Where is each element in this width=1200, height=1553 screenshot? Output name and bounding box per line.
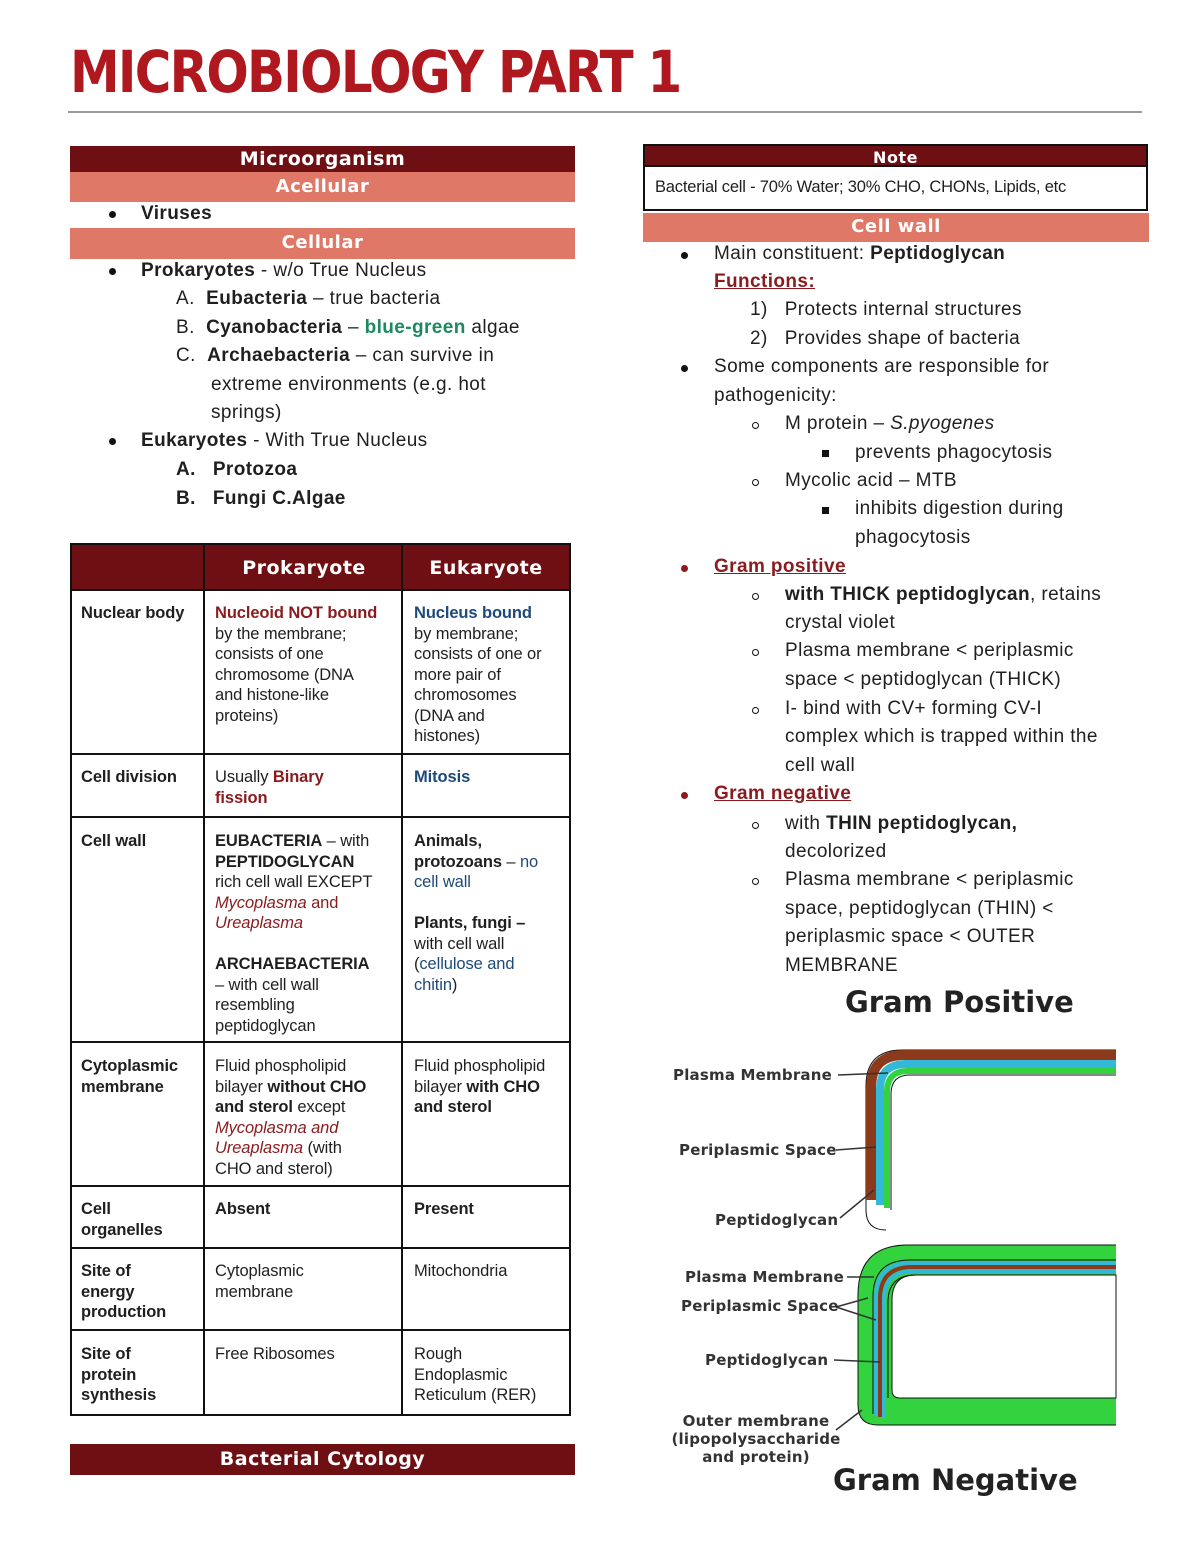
circle-bullet-icon — [752, 649, 759, 656]
square-bullet-icon — [822, 507, 829, 514]
bullet-icon — [109, 438, 116, 445]
protozoa-item: A. Protozoa — [176, 459, 298, 480]
table-divider — [72, 1185, 569, 1187]
archaebacteria-item: C. Archaebacteria – can survive in — [176, 345, 495, 366]
gram-positive-item-3-line3: cell wall — [785, 755, 856, 776]
row-label-cell-wall: Cell wall — [81, 832, 147, 850]
circle-bullet-icon — [752, 593, 759, 600]
components-item-line2: pathogenicity: — [714, 385, 837, 406]
bullet-icon — [681, 565, 688, 572]
neg-periplasmic-space-label: Periplasmic Space — [681, 1297, 839, 1315]
archaebacteria-line2: extreme environments (e.g. hot — [211, 374, 486, 395]
row-label-cytoplasmic-membrane: Cytoplasmic membrane — [81, 1057, 179, 1096]
note-text: Bacterial cell - 70% Water; 30% CHO, CHONs, Lipids, etc — [655, 178, 1067, 196]
note-box — [643, 167, 1148, 211]
neg-peptidoglycan-label: Peptidoglycan — [705, 1351, 829, 1369]
circle-bullet-icon — [752, 822, 759, 829]
cell-eukaryote-membrane: Fluid phospholipid bilayer with CHO and sterol — [414, 1057, 546, 1116]
gram-positive-item-2: Plasma membrane < periplasmic — [785, 640, 1074, 661]
eubacteria-item: A. Eubacteria – true bacteria — [176, 288, 441, 309]
gram-negative-item-2-line2: space, peptidoglycan (THIN) < — [785, 898, 1054, 919]
table-divider — [72, 753, 569, 755]
m-protein-sub: prevents phagocytosis — [855, 442, 1053, 463]
row-label-energy-production: Site of energy production — [81, 1262, 167, 1321]
cell-eukaryote-division: Mitosis — [414, 768, 471, 786]
table-divider — [72, 589, 569, 591]
cell-prokaryote-energy: Cytoplasmic membrane — [215, 1262, 304, 1301]
row-label-cell-organelles: Cell organelles — [81, 1200, 163, 1239]
row-label-cell-division: Cell division — [81, 768, 177, 786]
cell-eukaryote-protein: Rough Endoplasmic Reticulum (RER) — [414, 1345, 537, 1404]
cyanobacteria-item: B. Cyanobacteria – blue-green algae — [176, 317, 520, 338]
cell-eukaryote-organelles: Present — [414, 1200, 474, 1218]
peptidoglycan-layer — [871, 1055, 1116, 1200]
gram-negative-item-2-line4: MEMBRANE — [785, 955, 898, 976]
gram-positive-item-3: I- bind with CV+ forming CV-I — [785, 698, 1043, 719]
row-label-nuclear-body: Nuclear body — [81, 604, 185, 622]
fungi-algae-item: B. Fungi C.Algae — [176, 488, 346, 509]
m-protein-item: M protein – S.pyogenes — [785, 413, 995, 434]
pos-periplasmic-space-label: Periplasmic Space — [679, 1141, 837, 1159]
cell-eukaryote-energy: Mitochondria — [414, 1262, 508, 1280]
cell-prokaryote-division: Usually Binary fission — [215, 768, 324, 807]
prokaryote-eukaryote-table — [70, 543, 571, 1416]
functions-heading: Functions: — [714, 271, 816, 292]
table-divider — [72, 1247, 569, 1249]
gram-negative-item-1-line2: decolorized — [785, 841, 887, 862]
gram-positive-item-2-line2: space < peptidoglycan (THICK) — [785, 669, 1062, 690]
table-divider — [72, 816, 569, 818]
table-divider — [401, 545, 403, 1414]
gram-negative-item-2: Plasma membrane < periplasmic — [785, 869, 1074, 890]
circle-bullet-icon — [752, 479, 759, 486]
gram-negative-item-1: with THIN peptidoglycan, — [785, 813, 1018, 834]
gram-positive-item-3-line2: complex which is trapped within the — [785, 726, 1098, 747]
col-header-eukaryote: Eukaryote — [429, 557, 543, 579]
gram-negative-heading: Gram negative — [714, 783, 852, 804]
bullet-icon — [109, 211, 116, 218]
mycolic-item: Mycolic acid – MTB — [785, 470, 957, 491]
page-title: MICROBIOLOGY PART 1 — [70, 38, 681, 106]
gram-negative-title: Gram Negative — [833, 1463, 1078, 1497]
gram-positive-heading: Gram positive — [714, 556, 846, 577]
bullet-icon — [681, 365, 688, 372]
neg-outer-membrane-label: Outer membrane (lipopolysaccharide and protein) — [671, 1412, 841, 1466]
cell-prokaryote-nuclear: Nucleoid NOT bound by the membrane; consists of one chromosome (DNA and histone-like proteins) — [215, 604, 378, 725]
circle-bullet-icon — [752, 878, 759, 885]
cell-prokaryote-protein: Free Ribosomes — [215, 1345, 335, 1363]
note-header: Note — [643, 144, 1148, 167]
gram-negative-wall — [858, 1245, 1116, 1425]
microorganism-header: Microorganism — [70, 146, 575, 172]
gram-positive-title: Gram Positive — [845, 985, 1074, 1019]
table-divider — [203, 545, 205, 1414]
cell-prokaryote-membrane: Fluid phospholipid bilayer without CHO and sterol except Mycoplasma and Ureaplasma (with CHO and sterol) — [215, 1057, 367, 1178]
pos-peptidoglycan-label: Peptidoglycan — [715, 1211, 839, 1229]
square-bullet-icon — [822, 450, 829, 457]
gram-negative-item-2-line3: periplasmic space < OUTER — [785, 926, 1036, 947]
mycolic-sub-line2: phagocytosis — [855, 527, 971, 548]
function-2: 2) Provides shape of bacteria — [750, 328, 1021, 349]
cell-eukaryote-wall: Animals, protozoans – no cell wall Plants, fungi – with cell wall (cellulose and chitin) — [414, 832, 539, 994]
gram-positive-item-1: with THICK peptidoglycan, retains — [785, 584, 1102, 605]
col-header-prokaryote: Prokaryote — [242, 557, 366, 579]
acellular-header: Acellular — [70, 172, 575, 202]
cell-prokaryote-organelles: Absent — [215, 1200, 271, 1218]
circle-bullet-icon — [752, 422, 759, 429]
viruses-item: Viruses — [141, 203, 213, 224]
cell-eukaryote-nuclear: Nucleus bound by membrane; consists of one or more pair of chromosomes (DNA and histones) — [414, 604, 542, 745]
cell-prokaryote-wall: EUBACTERIA – with PEPTIDOGLYCAN rich cell wall EXCEPT Mycoplasma and Ureaplasma ARCHAEBACTERIA – with cell wall resembling peptidoglycan — [215, 832, 373, 1035]
pos-plasma-membrane-label: Plasma Membrane — [673, 1066, 832, 1084]
main-constituent-item: Main constituent: Peptidoglycan — [714, 243, 1006, 264]
periplasmic-layer — [880, 1064, 1116, 1205]
title-divider — [68, 111, 1142, 113]
function-1: 1) Protects internal structures — [750, 299, 1022, 320]
eukaryotes-item: Eukaryotes - With True Nucleus — [141, 430, 428, 451]
row-label-protein-synthesis: Site of protein synthesis — [81, 1345, 157, 1404]
mycolic-sub: inhibits digestion during — [855, 498, 1064, 519]
prokaryotes-item: Prokaryotes - w/o True Nucleus — [141, 260, 427, 281]
table-divider — [72, 1041, 569, 1043]
bullet-icon — [681, 792, 688, 799]
components-item: Some components are responsible for — [714, 356, 1050, 377]
gram-positive-item-1-line2: crystal violet — [785, 612, 896, 633]
gram-positive-wall — [866, 1050, 1116, 1230]
bullet-icon — [109, 268, 116, 275]
circle-bullet-icon — [752, 707, 759, 714]
neg-plasma-membrane-label: Plasma Membrane — [685, 1268, 844, 1286]
cellular-header: Cellular — [70, 228, 575, 259]
bacterial-cytology-header: Bacterial Cytology — [70, 1444, 575, 1475]
cell-wall-header: Cell wall — [643, 213, 1149, 242]
table-divider — [72, 1329, 569, 1331]
archaebacteria-line3: springs) — [211, 402, 282, 423]
membrane-layer — [887, 1071, 1116, 1208]
bullet-icon — [681, 252, 688, 259]
